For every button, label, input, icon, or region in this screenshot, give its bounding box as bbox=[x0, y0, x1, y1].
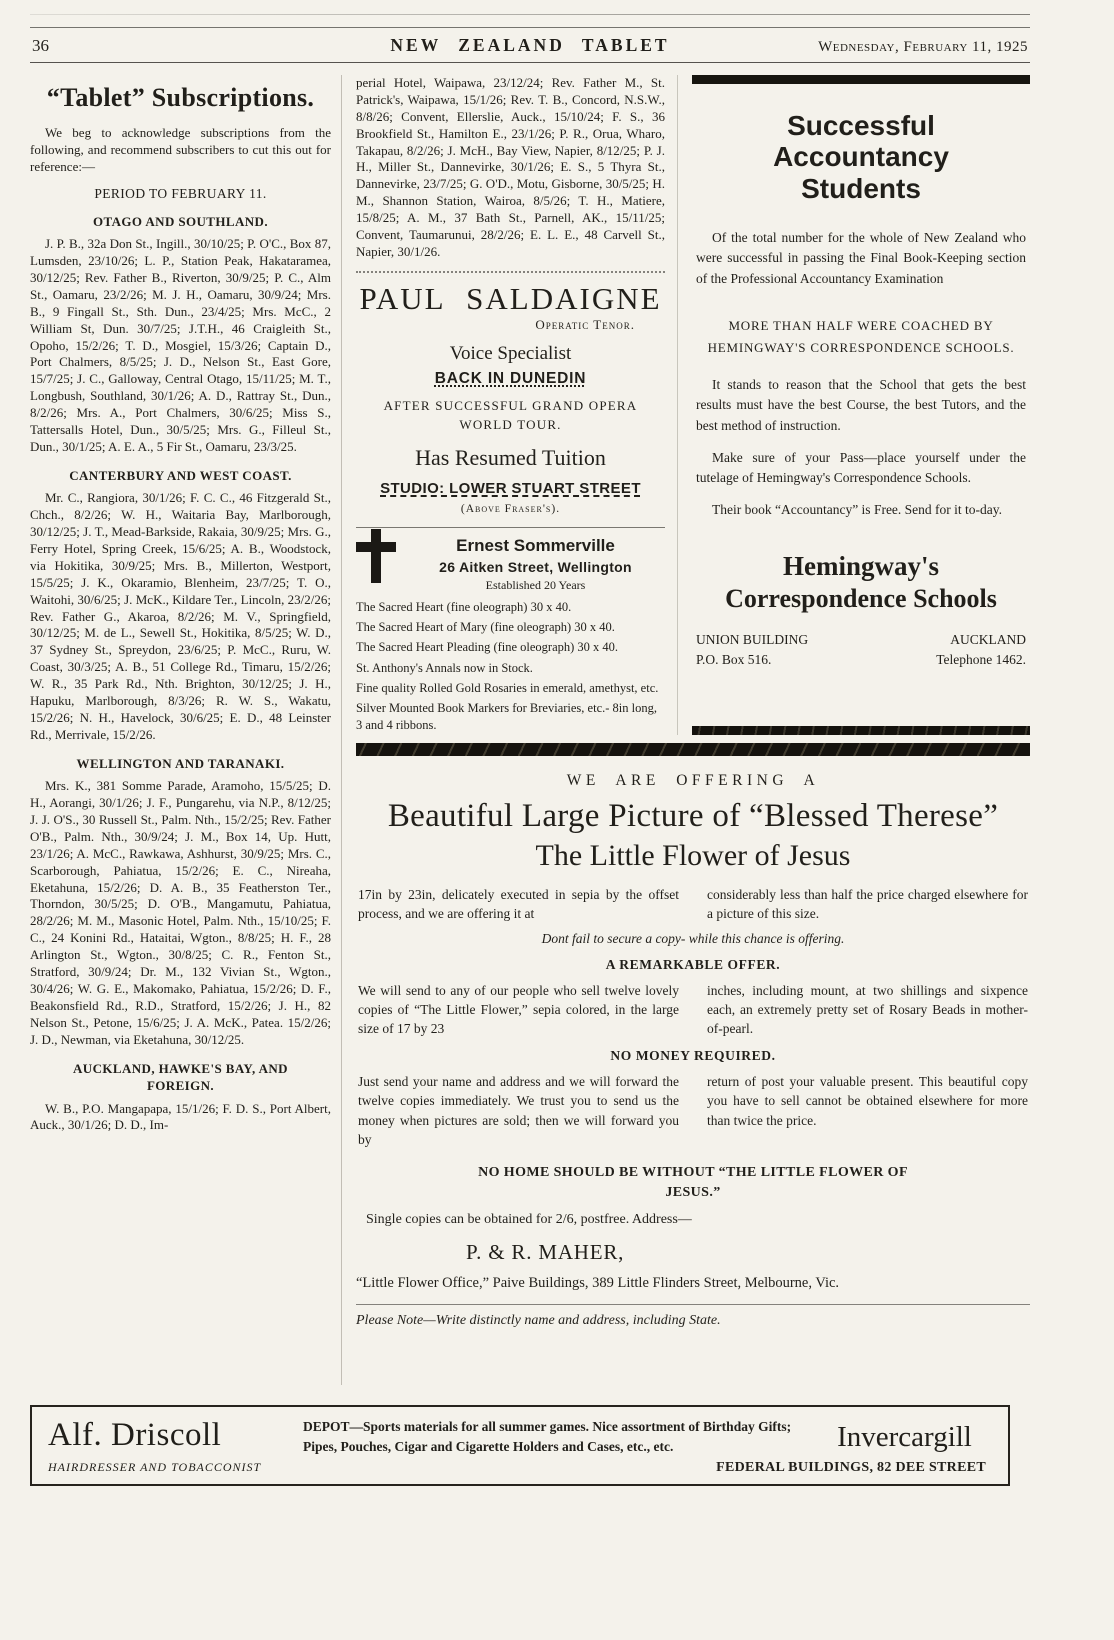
hemingway-pobox: P.O. Box 516. bbox=[696, 651, 772, 667]
page-columns bbox=[30, 75, 1030, 1385]
driscoll-name: Alf. Driscoll bbox=[48, 1417, 222, 1453]
ad-top-bar bbox=[692, 75, 1030, 84]
saldaigne-back-line: BACK IN DUNEDIN bbox=[434, 369, 587, 387]
hemingway-address-row bbox=[696, 632, 1026, 648]
saldaigne-resumed-line: Has Resumed Tuition bbox=[415, 444, 606, 470]
hemingway-brand-line1: Hemingway's bbox=[782, 550, 939, 581]
paper-title: NEW ZEALAND TABLET bbox=[390, 35, 670, 55]
money-text-left: Just send your name and address and we will forward the twelve copies immediately. We trust you to send us the money when pictures are sold; then we will forward you by bbox=[358, 1074, 679, 1147]
saldaigne-tour-line: AFTER SUCCESSFUL GRAND OPERA WORLD TOUR. bbox=[383, 397, 638, 433]
hemingway-city: AUCKLAND bbox=[950, 631, 1026, 647]
therese-intro-columns bbox=[358, 885, 1028, 923]
driscoll-main bbox=[303, 1417, 992, 1476]
hemingway-paragraph: Their book “Accountancy” is Free. Send for it to-day. bbox=[712, 502, 1003, 518]
sommerville-item: Silver Mounted Book Markers for Breviaries, etc.- 8in long, 3 and 4 ribbons. bbox=[356, 701, 657, 733]
sommerville-address: 26 Aitken Street, Wellington bbox=[439, 558, 632, 575]
money-heading: NO MONEY REQUIRED. bbox=[610, 1048, 776, 1064]
driscoll-row bbox=[303, 1417, 992, 1458]
page-number: 36 bbox=[32, 36, 49, 55]
saldaigne-studio-line: STUDIO: LOWER STUART STREET bbox=[380, 479, 641, 497]
hemingway-brand-line2: Correspondence Schools bbox=[725, 583, 997, 613]
sommerville-item: Fine quality Rolled Gold Rosaries in emerald, amethyst, etc. bbox=[356, 680, 659, 695]
subscriptions-article bbox=[30, 75, 342, 1385]
issue-date: Wednesday, February 11, 1925 bbox=[818, 39, 1028, 55]
saldaigne-ad bbox=[356, 281, 665, 515]
region-heading: AUCKLAND, HAWKE'S BAY, AND FOREIGN. bbox=[73, 1060, 288, 1094]
hemingway-address-row bbox=[696, 652, 1026, 668]
region-list: J. P. B., 32a Don St., Ingill., 30/10/25; P. O'C., Box 87, Lumsden, 23/10/26; L. P., Station Peak, Hakataramea, 30/12/25; Rev. Father B., Riverton, 30/9/25; P. C., Alm St., Oamaru, 23/2/26; M. J. H., Oamaru, 30/9/24; Mrs. B., 9 Fingall St., Sth. Dun., 23/4/25; Mrs. McC., 2 William St, Dun. 30/7/25; J.T.H., 46 Craigleith St., Opoho, 15/2/26; T. D., Mosgiel, 15/3/26; Captain D., Port Chalmers, 8/5/25; J. D., Nelson St., East Gore, 15/7/25; J. C., Galloway, Central Otago, 15/11/25; M. T., Longbush, Southland, 30/1/26; A. D., Rattray St., Dun., 8/2/26; Mrs. A., Port Chalmers, 30/6/25; Miss S., Tattersalls Hotel, Dun., 30/5/25; Mrs. G., Filleul St., Dun., 30/1/25; A. E. A., 5 Fir St., Oamaru, 23/3/25. bbox=[30, 236, 331, 454]
driscoll-address: FEDERAL BUILDINGS, 82 DEE STREET bbox=[716, 1459, 986, 1475]
no-home-heading: NO HOME SHOULD BE WITHOUT “THE LITTLE FLOWER OF JESUS.” bbox=[478, 1164, 908, 1201]
hemingway-paragraph: It stands to reason that the School that gets the best results must have the best Course, the best Tutors, and the best method of instruction. bbox=[696, 377, 1026, 433]
region-list: Mrs. K., 381 Somme Parade, Aramoho, 15/5/25; D. H., Aorangi, 30/1/26; J. F., Pungarehu, via N.P., 8/12/25; J. J. O'S., 30 Russell St., Palm. Nth., 15/2/25; Rev. Father O'B., Palm. Nth., 30/9/24; J. M., Box 14, Up. Hutt, 23/1/26; A. McC., Rawkawa, Ashhurst, 30/9/25; Mrs. C., Scarborough, Pahiatua, 15/2/26; E. C., Nireaha, Eketahuna, 15/2/26; D. A. B., 35 Featherston Ter., Thorndon, 30/5/25; D. O'B., Mangamutu, Pahiatua, 28/2/26; M. M., Masonic Hotel, Palm. Nth., 15/10/25; F. C., 24 Konini Rd., Hataitai, Wgton., 8/8/25; H. F., 28 Arlington St., Wgton., 30/8/25; C. R., Fenton St., Stratford, 30/9/24; Dr. M., 132 Vivian St., Wgton., 30/4/26; W. G. E., Makomako, Pahiatua, 15/2/26; D. F., Beakonsfield Rd., R.D., Stratford, 15/2/26; J. H., 82 Nelson St., Petone, 15/6/25; J. A. McK., Patea. 15/2/26; J. D., Newman, via Eketahuna, 30/12/25. bbox=[30, 778, 331, 1047]
region-otago bbox=[30, 213, 331, 456]
offer-heading: A REMARKABLE OFFER. bbox=[605, 956, 781, 972]
subscriptions-continuation: perial Hotel, Waipawa, 23/12/24; Rev. Father M., St. Patrick's, Waipawa, 15/1/26; Rev. T. B., Concord, N.S.W., 8/8/26; Convent, Ellerslie, Auck., 15/10/24; F. S., 36 Brookfield St., Hamilton E., 23/1/26; P. R., Orua, Wharo, Takapau, 8/2/26; J. McH., Bay View, Napier, 8/12/25; P. J. H., Miller St., Dannevirke, 30/1/26; E. S., 5 Thyra St., Dannevirke, 23/7/25; G. O'D., Motu, Gisborne, 30/5/25; H. M., Shannon Station, Wairoa, 8/5/26; T. H., Matiere, 15/8/25; A. M., 37 Bath St., Parnell, AK., 15/11/25; Convent, Taumarunui, 28/2/26; E. L. E., 48 Carvell St., Napier, 30/1/26. bbox=[356, 75, 665, 259]
hemingway-heading: Successful Accountancy Students bbox=[773, 110, 949, 204]
sommerville-item: St. Anthony's Annals now in Stock. bbox=[356, 660, 533, 675]
sommerville-header bbox=[356, 536, 665, 593]
sommerville-item: The Sacred Heart Pleading (fine oleograph) 30 x 40. bbox=[356, 640, 619, 655]
sommerville-item: The Sacred Heart (fine oleograph) 30 x 40. bbox=[356, 599, 572, 614]
offer-text-left: We will send to any of our people who sell twelve lovely copies of “The Little Flower,” sepia colored, in the large size of 17 by 23 bbox=[358, 982, 679, 1037]
maher-address: “Little Flower Office,” Paive Buildings, 389 Little Flinders Street, Melbourne, Vic. bbox=[356, 1274, 840, 1291]
therese-intro-right: considerably less than half the price charged elsewhere for a picture of this size. bbox=[707, 886, 1028, 921]
subscriptions-period: PERIOD TO FEBRUARY 11. bbox=[94, 185, 267, 201]
sommerville-established: Established 20 Years bbox=[485, 577, 586, 592]
masthead bbox=[30, 27, 1030, 63]
note-divider bbox=[356, 1304, 1030, 1305]
middle-column bbox=[356, 75, 678, 735]
hemingway-address-block bbox=[696, 628, 1026, 668]
sommerville-header-text bbox=[406, 536, 665, 593]
region-heading: CANTERBURY AND WEST COAST. bbox=[69, 467, 292, 483]
saldaigne-name: PAUL SALDAIGNE bbox=[359, 280, 662, 316]
saldaigne-location-line: (Above Fraser's). bbox=[460, 502, 561, 515]
region-canterbury bbox=[30, 467, 331, 744]
therese-intro-left: 17in by 23in, delicately executed in sepia by the offset process, and we are offering it at bbox=[358, 886, 679, 921]
dotted-divider bbox=[356, 271, 665, 273]
hemingway-paragraph: Of the total number for the whole of New Zealand who were successful in passing the Final Book-Keeping section of the Professional Accountancy Examination bbox=[696, 230, 1026, 286]
driscoll-ad bbox=[30, 1405, 1010, 1486]
subscriptions-heading: “Tablet” Subscriptions. bbox=[46, 83, 315, 112]
money-text-right: return of post your valuable present. This beautiful copy you have to sell cannot be obtained elsewhere for more than twice the price. bbox=[707, 1074, 1028, 1128]
saldaigne-specialist-line: Voice Specialist bbox=[449, 342, 572, 364]
driscoll-city: Invercargill bbox=[837, 1420, 972, 1453]
decorative-bar bbox=[356, 743, 1030, 756]
hemingway-subhead: MORE THAN HALF WERE COACHED BY HEMINGWAY'S CORRESPONDENCE SCHOOLS. bbox=[707, 317, 1015, 355]
hemingway-phone: Telephone 1462. bbox=[936, 651, 1026, 667]
subscriptions-intro: We beg to acknowledge subscriptions from the following, and recommend subscribers to cut this out for reference:— bbox=[30, 125, 331, 174]
therese-ad bbox=[356, 735, 1030, 1385]
therese-headline: Beautiful Large Picture of “Blessed Therese” bbox=[387, 797, 999, 834]
single-copies-line: Single copies can be obtained for 2/6, postfree. Address— bbox=[366, 1211, 692, 1227]
sommerville-ad bbox=[356, 528, 665, 735]
offer-columns bbox=[358, 981, 1028, 1038]
note-line: Please Note—Write distinctly name and address, including State. bbox=[356, 1312, 721, 1328]
therese-kicker: WE ARE OFFERING A bbox=[566, 771, 820, 789]
region-list: Mr. C., Rangiora, 30/1/26; F. C. C., 46 Fitzgerald St., Chch., 8/2/26; W. H., Waitaria Bay, Marlborough, 30/12/25; J. T., Mead-Barkside, Rakaia, 30/9/25; Mrs. G., Ferry Hotel, Spring Creek, 15/6/25; A. B., Woodstock, via Hokitika, 30/9/25; Mrs. B., Millerton, Westport, 15/5/25; J. K., Okaramio, Blenheim, 23/7/25; T. O., Waitohi, 30/6/25; J. McK., Kildare Ter., Lincoln, 23/2/26; Rev. Father G., Akaroa, 8/2/26; M. V., Springfield, 30/12/25; M. de L., Sewell St., Hokitika, 8/5/25; W. D., 37 Sydney St., Spreydon, 23/6/25; P. McC., Ruru, W. Coast, 30/3/25; A. B., 51 College Rd., Timaru, 15/2/26; W. R., 35 Park Rd., Nth. Brighton, 30/12/25; J. H., Hapuku, Marlborough, 8/3/26; R. W. S., Wakatu, 15/2/26; N. H., Havelock, 30/6/25; E. D., 48 Leinster Rd., Merrivale, 15/2/26. bbox=[30, 490, 331, 742]
hemingway-ad bbox=[692, 75, 1030, 735]
region-heading: WELLINGTON AND TARANAKI. bbox=[76, 755, 285, 771]
hemingway-paragraph: Make sure of your Pass—place yourself under the tutelage of Hemingway's Correspondence Schools. bbox=[696, 449, 1026, 486]
cross-icon bbox=[356, 529, 396, 588]
region-wellington bbox=[30, 755, 331, 1049]
sommerville-name: Ernest Sommerville bbox=[456, 535, 615, 555]
hemingway-office: UNION BUILDING bbox=[696, 631, 809, 647]
therese-catch-line: Dont fail to secure a copy- while this chance is offering. bbox=[541, 930, 845, 946]
saldaigne-role: Operatic Tenor. bbox=[535, 316, 635, 332]
sommerville-item: The Sacred Heart of Mary (fine oleograph) 30 x 40. bbox=[356, 620, 615, 635]
driscoll-body: DEPOT—Sports materials for all summer games. Nice assortment of Birthday Gifts; Pipes, Pouches, Cigar and Cigarette Holders and Cases, etc., etc. bbox=[303, 1419, 792, 1455]
ad-bottom-bar bbox=[692, 726, 1030, 735]
therese-subheadline: The Little Flower of Jesus bbox=[535, 838, 851, 872]
driscoll-identity bbox=[48, 1417, 283, 1475]
region-auckland bbox=[30, 1060, 331, 1135]
money-columns bbox=[358, 1072, 1028, 1149]
region-heading: OTAGO AND SOUTHLAND. bbox=[93, 213, 268, 229]
top-rule bbox=[30, 14, 1030, 15]
driscoll-subtitle: HAIRDRESSER AND TOBACCONIST bbox=[48, 1460, 262, 1474]
region-list: W. B., P.O. Mangapapa, 15/1/26; F. D. S., Port Albert, Auck., 30/1/26; D. D., Im- bbox=[30, 1100, 331, 1133]
offer-text-right: inches, including mount, at two shillings and sixpence each, an extremely pretty set of Rosary Beads in mother-of-pearl. bbox=[707, 982, 1028, 1037]
maher-name: P. & R. MAHER, bbox=[466, 1239, 625, 1264]
